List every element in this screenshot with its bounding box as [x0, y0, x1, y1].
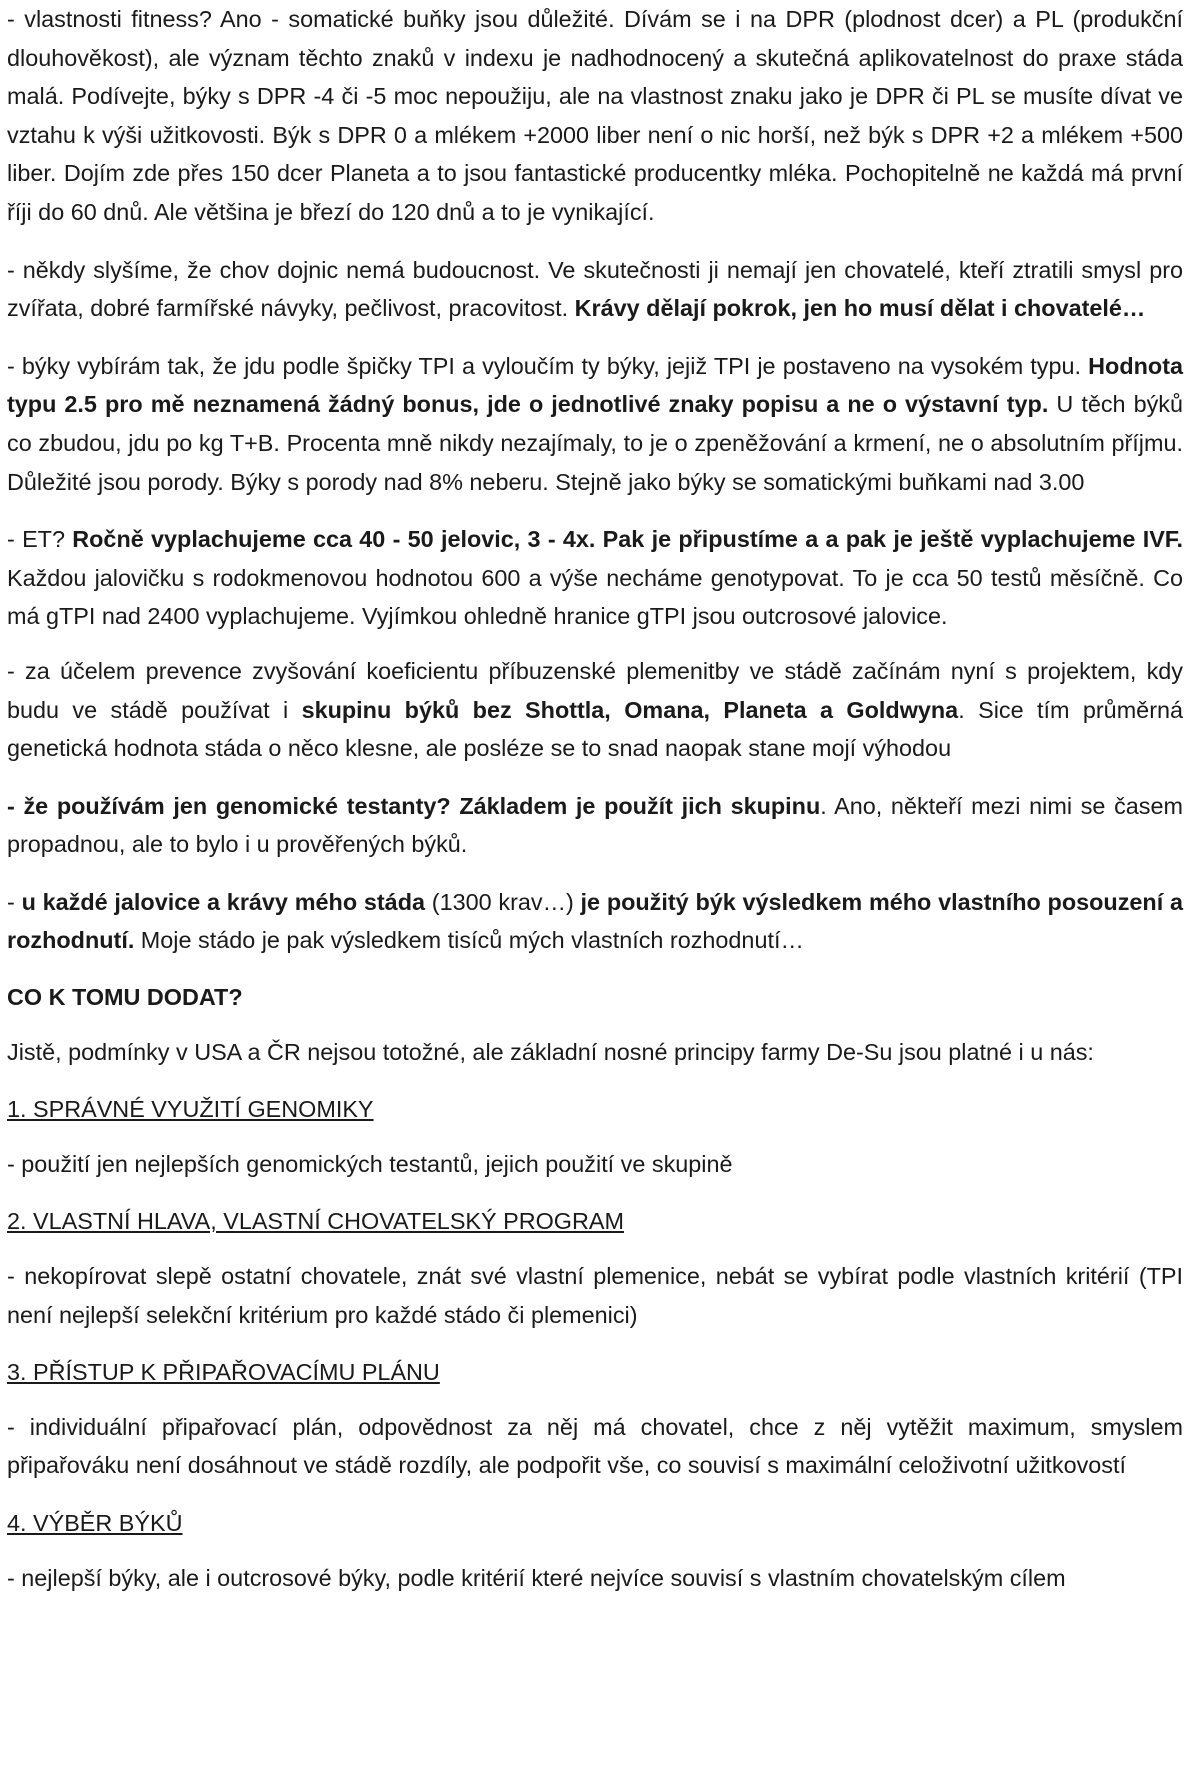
paragraph-bold: je použitý býk výsledkem mého vlastního posouzení a rozhodnutí.	[7, 888, 1183, 954]
paragraph-inbreeding	[7, 652, 1183, 768]
principle-title: 3. PŘÍSTUP K PŘIPAŘOVACÍMU PLÁNU	[7, 1359, 440, 1386]
document-page	[7, 0, 1183, 1597]
principle-title: 1. SPRÁVNÉ VYUŽITÍ GENOMIKY	[7, 1096, 374, 1123]
paragraph-bold: - že používám jen genomické testanty? Základem je použít jich skupinu	[7, 792, 821, 819]
intro-paragraph: Jistě, podmínky v USA a ČR nejsou totožné, ale základní nosné principy farmy De-Su jsou platné i u nás:	[7, 1038, 1094, 1065]
paragraph-future	[7, 251, 1183, 328]
paragraph-text: . Ano, někteří mezi nimi se časem propadnou, ale to bylo i u prověřených býků.	[7, 792, 1183, 858]
paragraph-bold: Krávy dělají pokrok, jen ho musí dělat i chovatelé…	[574, 295, 1146, 322]
paragraph-genomic	[7, 787, 1183, 864]
paragraph-text: . Sice tím průměrná genetická hodnota stáda o něco klesne, ale posléze se to snad naopak stane mojí výhodou	[7, 696, 1183, 762]
paragraph-bull-selection	[7, 347, 1183, 501]
paragraph-text: Každou jalovičku s rodokmenovou hodnotou 600 a výše necháme genotypovat. To je cca 50 testů měsíčně. Co má gTPI nad 2400 vyplachujeme. Vyjímkou ohledně hranice gTPI jsou outcrosové jalovice.	[7, 564, 1183, 630]
principle-text: - individuální připařovací plán, odpovědnost za něj má chovatel, chce z něj vytěžit maximum, smyslem připařováku není dosáhnout ve stádě rozdíly, ale podpořit vše, co souvisí s maximální celoživotní užitkovostí	[7, 1413, 1183, 1479]
paragraph-text: - za účelem prevence zvyšování koeficientu příbuzenské plemenitby ve stádě začínám nyní s projektem, kdy budu ve stádě používat i	[7, 657, 1183, 723]
paragraph-bold: Hodnota typu 2.5 pro mě neznamená žádný bonus, jde o jednotlivé znaky popisu a ne o výstavní typ.	[7, 352, 1183, 418]
principle-text: - nekopírovat slepě ostatní chovatele, znát své vlastní plemenice, nebát se vybírat podle vlastních kritérií (TPI není nejlepší selekční kritérium pro každé stádo či plemenici)	[7, 1263, 1183, 1328]
principle-title: 2. VLASTNÍ HLAVA, VLASTNÍ CHOVATELSKÝ PROGRAM	[7, 1208, 624, 1235]
paragraph-bold: Ročně vyplachujeme cca 40 - 50 jelovic, 3 - 4x. Pak je připustíme a a pak je ještě vyplachujeme IVF.	[72, 526, 1183, 553]
principle-text: - použití jen nejlepších genomických testantů, jejich použití ve skupině	[7, 1150, 733, 1177]
principle-title: 4. VÝBĚR BÝKŮ	[7, 1510, 183, 1536]
paragraph-decisions	[7, 883, 1183, 960]
paragraph-text: - někdy slyšíme, že chov dojnic nemá budoucnost. Ve skutečnosti ji nemají jen chovatelé, kteří ztratili smysl pro zvířata, dobré farmířské návyky, pečlivost, pracovitost.	[7, 256, 1183, 322]
paragraph-fitness	[7, 0, 1183, 232]
paragraph-et	[7, 520, 1183, 636]
paragraph-text: -	[7, 888, 22, 915]
paragraph-text: U těch býků co zbudou, jdu po kg T+B. Procenta mně nikdy nezajímaly, to je o zpeněžování a krmení, ne o absolutním příjmu. Důležité jsou porody. Býky s porody nad 8% neberu. Stejně jako býky se somatickými buňkami nad 3.00	[7, 391, 1184, 495]
section-heading: CO K TOMU DODAT?	[7, 984, 243, 1011]
paragraph-text: (1300 krav…)	[425, 888, 581, 915]
paragraph-bold: u každé jalovice a krávy mého stáda	[21, 888, 425, 915]
paragraph-bold: skupinu býků bez Shottla, Omana, Planeta a Goldwyna	[301, 696, 959, 723]
paragraph-text: - ET?	[7, 526, 73, 553]
paragraph-text: - býky vybírám tak, že jdu podle špičky TPI a vyloučím ty býky, jejiž TPI je postaveno na vysokém typu.	[7, 352, 1089, 379]
paragraph-text: Moje stádo je pak výsledkem tisíců mých vlastních rozhodnutí…	[134, 927, 804, 954]
principle-text: - nejlepší býky, ale i outcrosové býky, podle kritérií které nejvíce souvisí s vlastním chovatelským cílem	[7, 1564, 1066, 1591]
paragraph-text: - vlastnosti fitness? Ano - somatické buňky jsou důležité. Dívám se i na DPR (plodnost dcer) a PL (produkční dlouhověkost), ale význam těchto znaků v indexu je nadhodnocený a skutečná aplikovatelnost do praxe stáda malá. Podívejte, býky s DPR -4 či -5 moc nepoužiju, ale na vlastnost znaku jako je DPR či PL se musíte dívat ve vztahu k výši užitkovosti. Býk s DPR 0 a mlékem +2000 liber není o nic horší, než býk s DPR +2 a mlékem +500 liber. Dojím zde přes 150 dcer Planeta a to jsou fantastické producentky mléka. Pochopitelně ne každá má první říji do 60 dnů. Ale většina je březí do 120 dnů a to je vynikající.	[7, 6, 1183, 225]
